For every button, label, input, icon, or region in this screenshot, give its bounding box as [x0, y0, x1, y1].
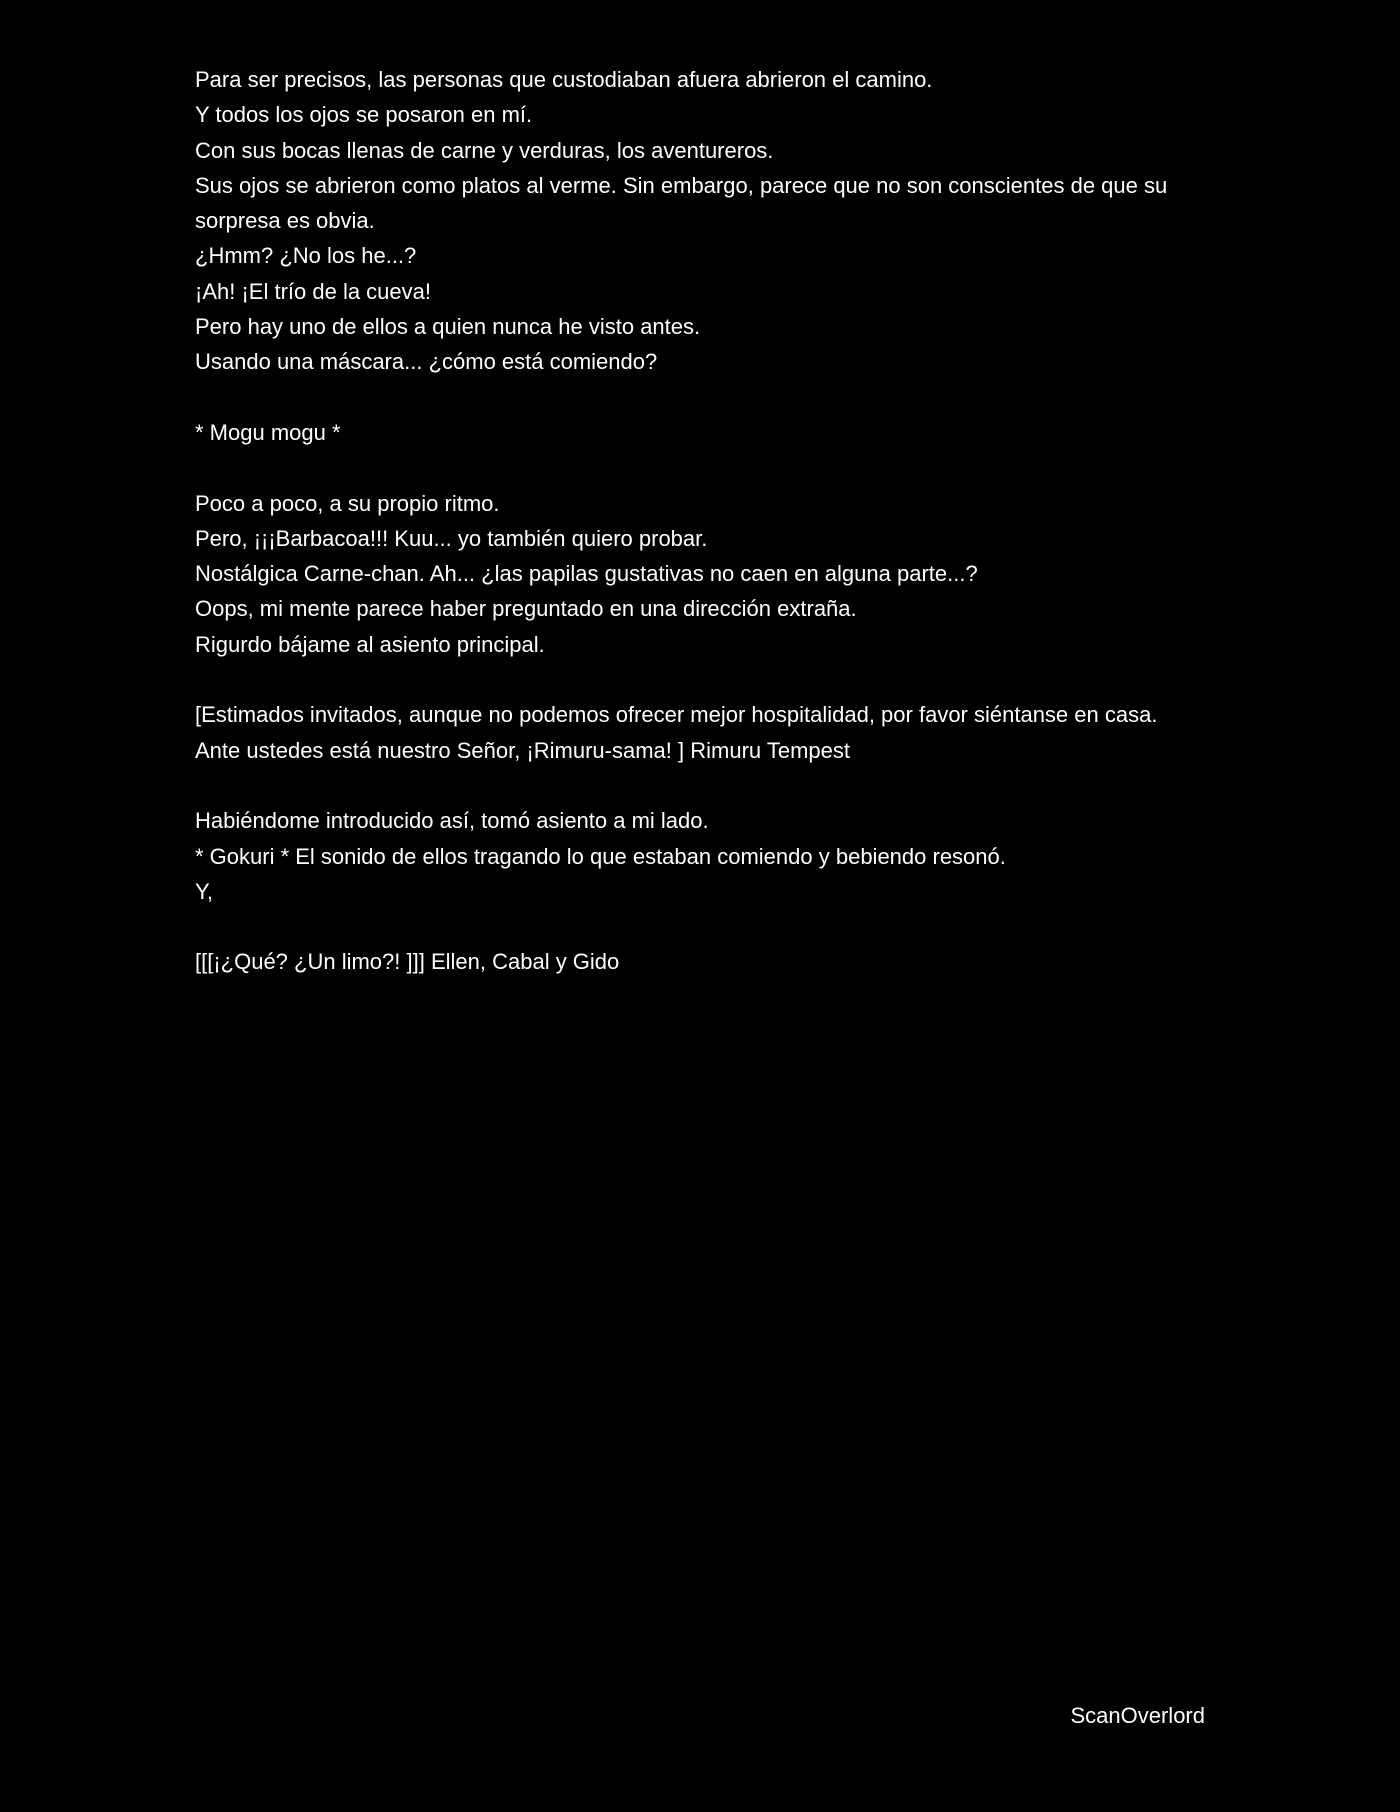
- footer-credit: ScanOverlord: [1070, 1703, 1205, 1728]
- paragraph: Sus ojos se abrieron como platos al verme. Sin embargo, parece que no son conscientes de que su sorpresa es obvia.: [195, 172, 1174, 234]
- blank-line: [195, 450, 1215, 485]
- paragraph: Pero, ¡¡¡Barbacoa!!! Kuu... yo también quiero probar.: [195, 525, 708, 551]
- paragraph: * Mogu mogu *: [195, 419, 341, 445]
- blank-line: [195, 768, 1215, 803]
- paragraph: Usando una máscara... ¿cómo está comiendo?: [195, 349, 658, 375]
- paragraph: Y,: [195, 878, 213, 904]
- paragraph: Oops, mi mente parece haber preguntado en una dirección extraña.: [195, 596, 857, 622]
- paragraph: Poco a poco, a su propio ritmo.: [195, 490, 500, 516]
- paragraph: Para ser precisos, las personas que custodiaban afuera abrieron el camino.: [195, 67, 933, 92]
- paragraph: [Estimados invitados, aunque no podemos ofrecer mejor hospitalidad, por favor siéntanse en casa.: [195, 702, 1158, 728]
- paragraph: ¡Ah! ¡El trío de la cueva!: [195, 278, 431, 304]
- blank-line: [195, 380, 1215, 415]
- paragraph: Nostálgica Carne-chan. Ah... ¿las papilas gustativas no caen en alguna parte...?: [195, 561, 978, 587]
- paragraph: ¿Hmm? ¿No los he...?: [195, 243, 417, 269]
- paragraph: Pero hay uno de ellos a quien nunca he visto antes.: [195, 314, 701, 340]
- document-body: [195, 62, 1215, 980]
- paragraph: Ante ustedes está nuestro Señor, ¡Rimuru-sama! ] Rimuru Tempest: [195, 737, 850, 763]
- paragraph: Con sus bocas llenas de carne y verduras, los aventureros.: [195, 137, 774, 163]
- paragraph: Rigurdo bájame al asiento principal.: [195, 631, 545, 657]
- paragraph: * Gokuri * El sonido de ellos tragando lo que estaban comiendo y bebiendo resonó.: [195, 843, 1006, 869]
- blank-line: [195, 909, 1215, 944]
- paragraph: [[[¡¿Qué? ¿Un limo?! ]]] Ellen, Cabal y Gido: [195, 949, 620, 975]
- blank-line: [195, 662, 1215, 697]
- paragraph: Y todos los ojos se posaron en mí.: [195, 102, 533, 128]
- paragraph: Habiéndome introducido así, tomó asiento a mi lado.: [195, 808, 709, 834]
